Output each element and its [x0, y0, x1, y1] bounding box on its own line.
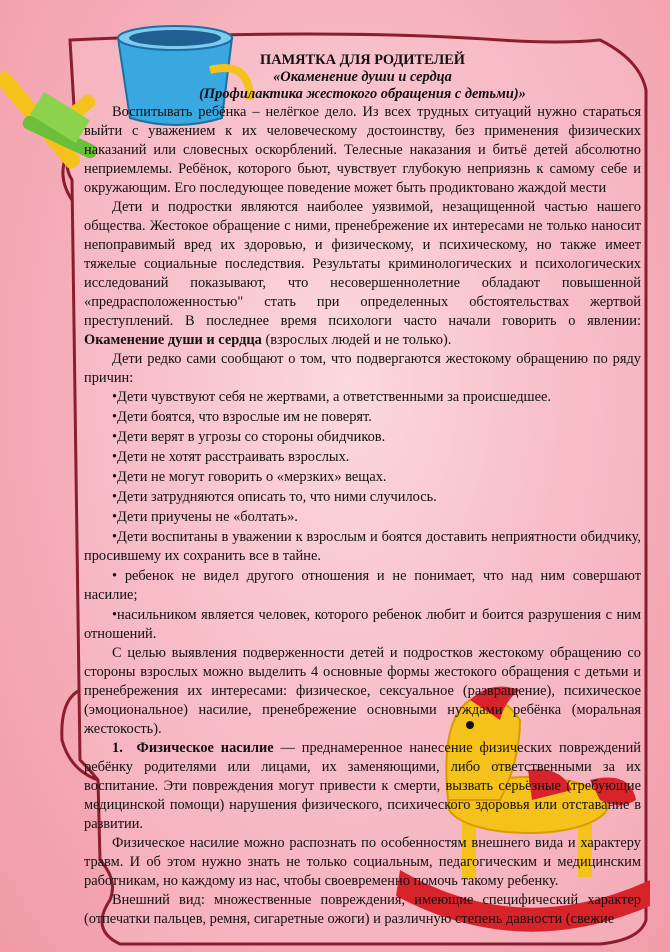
paragraph-reasons: Дети редко сами сообщают о том, что подвергаются жестокому обращению по ряду причин:: [84, 351, 641, 386]
paragraph-vulnerable-text: Дети и подростки являются наиболее уязвимой, незащищенной частью нашего общества. Жестокое обращение с ними, пренебрежение их интересами не только наносит непоправимый вред их здоровью, и физическому, и психическому, но также имеет тяжелые социальные последствия. Результаты криминологических и психологических исследований показывают, что несовершеннолетние обладают повышенной «предрасположенностью" стать при определенных обстоятельствах жертвой преступлений. В последнее время психологи часто начали говорить о явлении:: [84, 199, 641, 329]
list-item: •Дети не могут говорить о «мерзких» вещах.: [112, 469, 387, 485]
list-item: •Дети не хотят расстраивать взрослых.: [112, 449, 350, 465]
title-line2: «Окаменение души и сердца: [273, 69, 452, 85]
title-line3: (Профилактика жестокого обращения с детьми)»: [199, 86, 526, 102]
title-line1: ПАМЯТКА ДЛЯ РОДИТЕЛЕЙ: [260, 52, 465, 68]
memo-content: [84, 52, 641, 929]
list-item: •Дети верят в угрозы со стороны обидчиков.: [112, 429, 386, 445]
highlight-phrase: Окаменение души и сердца: [84, 332, 262, 348]
paragraph-intro: Воспитывать ребёнка – нелёгкое дело. Из всех трудных ситуаций нужно стараться выйти с уважением к их человеческому достоинству, без применения физических наказаний или словесных оскорблений. Телесные наказания и битьё детей абсолютно неприемлемы. Ребёнок, которого бьют, чувствует глубокую неприязнь к самому себе и окружающим. Его последующее поведение может быть продиктовано жаждой мести: [84, 104, 641, 196]
paragraph-recognize: Физическое насилие можно распознать по особенностям внешнего вида и характеру травм. И об этом нужно знать не только социальным, педагогическим и медицинским работникам, но каждому из нас, чтобы своевременно помочь такому ребенку.: [84, 835, 641, 889]
list-item: • ребенок не видел другого отношения и не понимает, что над ним совершают насилие;: [84, 568, 641, 603]
paragraph-appearance: Внешний вид: множественные повреждения, имеющие специфический характер (отпечатки пальцев, ремня, сигаретные ожоги) и различную степень давности (свежие: [84, 892, 641, 927]
memo-title: [84, 52, 641, 103]
paragraph-forms: С целью выявления подверженности детей и подростков жестокому обращению со стороны взрослых можно выделить 4 основные формы жестокого обращения с детьми и пренебрежения их интересами: физическое, сексуальное (развращение), психическое (эмоциональное) насилие, пренебрежение основными нуждами ребёнка (моральная жестокость).: [84, 645, 641, 737]
list-item: •Дети боятся, что взрослые им не поверят.: [112, 409, 372, 425]
section-heading: Физическое насилие: [136, 740, 274, 756]
section-number: 1.: [112, 740, 123, 756]
paragraph-vulnerable-end: (взрослых людей и не только).: [261, 332, 452, 348]
list-item: •Дети чувствуют себя не жертвами, а ответственными за происшедшее.: [112, 389, 552, 405]
paragraph-physical: [84, 739, 641, 834]
list-item: •Дети приучены не «болтать».: [112, 509, 298, 525]
list-item: •насильником является человек, которого ребенок любит и боится разрушения с ним отношений.: [84, 607, 641, 642]
paragraph-physical-text: — преднамеренное нанесение физических повреждений ребёнку родителями или лицами, их заменяющими, либо ответственными за их воспитание. Эти повреждения могут привести к смерти, вызвать серьёзные (требующие медицинской помощи) нарушения физического, психического здоровья или отставание в развитии.: [84, 740, 641, 832]
list-item: •Дети затрудняются описать то, что ними случилось.: [112, 489, 437, 505]
paragraph-vulnerable: [84, 198, 641, 350]
list-item: •Дети воспитаны в уважении к взрослым и боятся доставить неприятности обидчику, просившему их сохранить все в тайне.: [84, 529, 641, 564]
